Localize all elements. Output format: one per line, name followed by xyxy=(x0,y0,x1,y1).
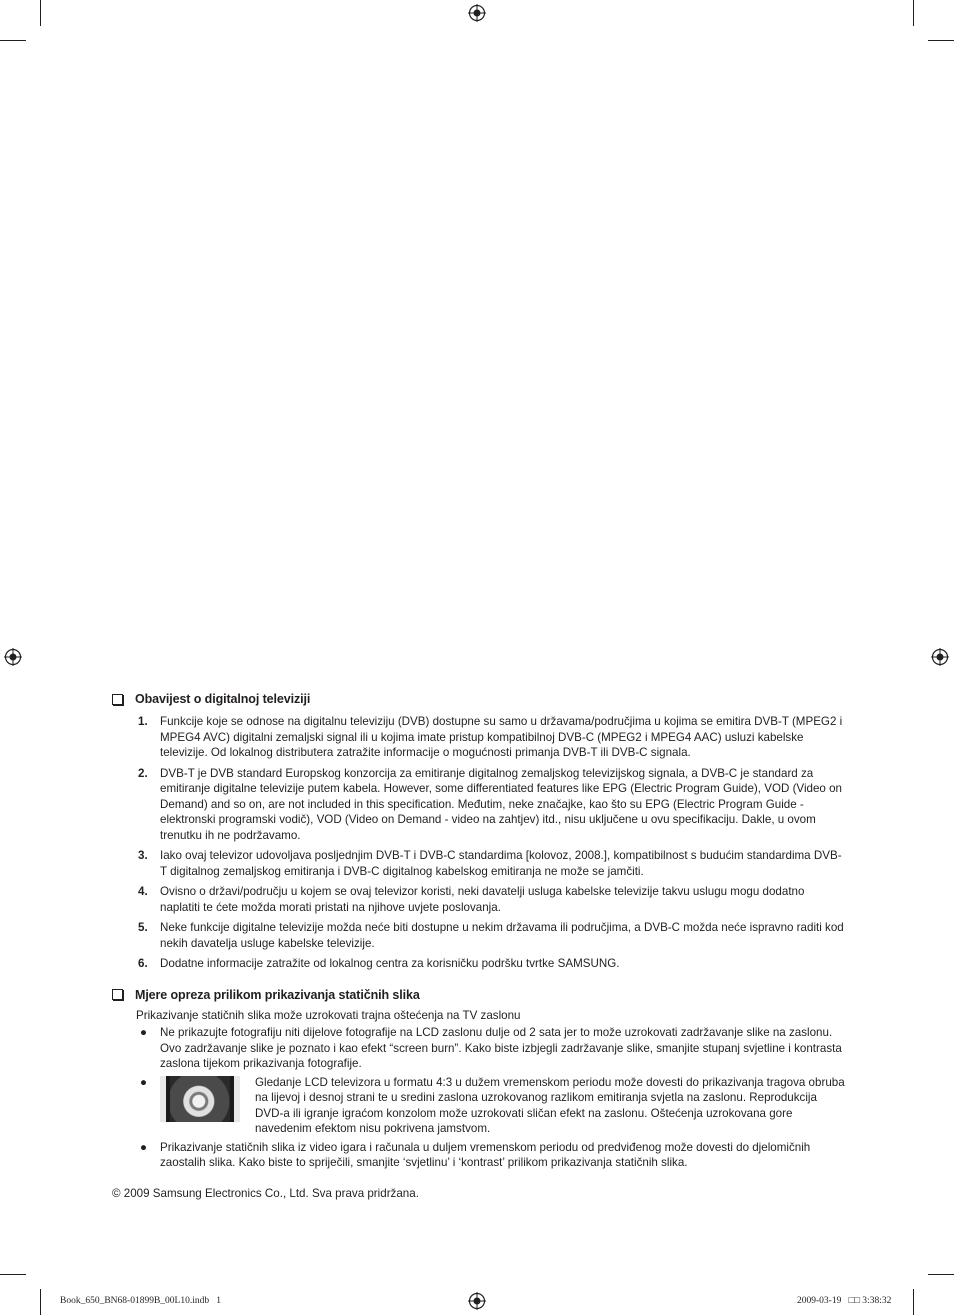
registration-mark-icon xyxy=(931,648,949,666)
item-number: 1. xyxy=(138,715,148,728)
footer-timestamp: 2009-03-19 □□ 3:38:32 xyxy=(797,1296,892,1306)
main-content xyxy=(112,692,846,1174)
item-text: Neke funkcije digitalne televizije možda neće biti dostupne u nekim državama ili područjima, a DVB-C možda neće ispravno raditi kod nekih davatelja usluge kabelske televizije. xyxy=(160,921,844,950)
registration-mark-icon xyxy=(4,648,22,666)
item-text: Dodatne informacije zatražite od lokalnog centra za korisničku podršku tvrtke SAMSUNG. xyxy=(160,957,620,970)
bullet-icon: ● xyxy=(140,1075,148,1089)
bullet-icon: ● xyxy=(140,1026,148,1039)
item-text: DVB-T je DVB standard Europskog konzorcija za emitiranje digitalnog zemaljskog televizijskog signala, a DVB-C je standard za emitiranje digitalne televizije putem kabela. However, some differentiated features like EPG (Electric Program Guide), VOD (Video on Demand) and so on, are not included in this specification. Međutim, neke značajke, kao što su EPG (Electric Program Guide - elektronski programski vodič), VOD (Video on Demand - video na zahtjev) itd., nisu uključene u ovu specifikaciju. Dakle, u ovom trenutku ih ne podržavamo. xyxy=(160,766,842,842)
list-item xyxy=(112,848,846,879)
section-static-images xyxy=(112,988,846,1171)
image-row xyxy=(160,1075,846,1137)
item-number: 6. xyxy=(138,957,148,970)
list-item xyxy=(112,884,846,915)
crop-mark xyxy=(928,40,954,41)
list-item xyxy=(112,1025,846,1072)
crop-mark xyxy=(913,0,914,26)
section-title-text: Obavijest o digitalnoj televiziji xyxy=(135,692,311,706)
section-intro: Prikazivanje statičnih slika može uzrokovati trajna oštećenja na TV zaslonu xyxy=(136,1008,521,1022)
copyright-notice: © 2009 Samsung Electronics Co., Ltd. Sva prava pridržana. xyxy=(112,1187,419,1200)
item-text: Funkcije koje se odnose na digitalnu televiziju (DVB) dostupne su samo u državama/područjima u kojima se emitira DVB-T (MPEG2 i MPEG4 AVC) digitalni zemaljski signal ili u kojima imate pristup kompatibilnoj DVB-C (MPEG2 i MPEG4 AAC) usluzi kabelske televizije. Od lokalnog distributera zatražite informacije o mogućnosti primanja DVB-T ili DVB-C signala. xyxy=(160,715,843,759)
item-number: 4. xyxy=(138,885,148,898)
item-text: Iako ovaj televizor udovoljava posljednjim DVB-T i DVB-C standardima [kolovoz, 2008.], kompatibilnost s budućim standardima DVB-T digitalnog zemaljskog emitiranja i DVB-C digitalnog kabelskog emitiranja ne može se jamčiti. xyxy=(160,849,842,878)
list-item xyxy=(112,956,846,972)
registration-mark-icon xyxy=(468,1292,486,1310)
checkbox-icon xyxy=(112,694,123,705)
bullet-list xyxy=(112,1025,846,1171)
crop-mark xyxy=(40,1289,41,1315)
footer-file-name: Book_650_BN68-01899B_00L10.indb 1 xyxy=(60,1296,221,1306)
list-item xyxy=(112,1075,846,1137)
item-text: Ovisno o državi/području u kojem se ovaj televizor koristi, neki davatelji usluga kabelske televizije takvu uslugu mogu dodatno naplatiti te ćete možda morati pristati na njihove uvjete poslovanja. xyxy=(160,885,805,914)
list-item xyxy=(112,1140,846,1171)
item-number: 5. xyxy=(138,921,148,934)
item-number: 2. xyxy=(138,766,148,780)
crop-mark xyxy=(913,1289,914,1315)
checkbox-icon xyxy=(112,989,123,1000)
numbered-list xyxy=(112,714,846,972)
list-item xyxy=(112,714,846,761)
item-number: 3. xyxy=(138,849,148,862)
crop-mark xyxy=(40,0,41,26)
item-text: Prikazivanje statičnih slika iz video igara i računala u duljem vremenskom periodu od predviđenog može dovesti do djelomičnih zaostalih slika. Kako biste to spriječili, smanjite ‘svjetlinu’ i ‘kontrast’ prilikom prikazivanja statičnih slika. xyxy=(160,1140,811,1169)
bullet-icon: ● xyxy=(140,1140,148,1154)
crop-mark xyxy=(928,1274,954,1275)
item-text: Ne prikazujte fotografiju niti dijelove fotografije na LCD zaslonu dulje od 2 sata jer to može uzrokovati zadržavanje slike na zaslonu. Ovo zadržavanje slike je poznato i kao efekt “screen burn”. Kako biste izbjegli zadržavanje slike, smanjite stupanj svjetline i kontrasta zaslona tijekom prikazivanja fotografije. xyxy=(160,1026,842,1070)
list-item xyxy=(112,920,846,951)
list-item xyxy=(112,766,846,844)
crop-mark xyxy=(0,1274,26,1275)
tv-screen-image xyxy=(160,1076,240,1122)
registration-mark-icon xyxy=(468,4,486,22)
section-title-digital-tv xyxy=(112,692,846,706)
section-title-static-images xyxy=(112,988,846,1002)
crop-mark xyxy=(0,40,26,41)
item-text: Gledanje LCD televizora u formatu 4:3 u dužem vremenskom periodu može dovesti do prikazivanja tragova obruba na lijevoj i desnoj strani te u sredini zaslona uzrokovanog razlikom emitiranja svjetla na zaslonu. Reprodukcija DVD-a ili igranje igraćom konzolom može uzrokovati sličan efekt na zaslonu. Oštećenja uzrokovana gore navedenim efektom nisu pokrivena jamstvom. xyxy=(255,1075,845,1135)
section-title-text: Mjere opreza prilikom prikazivanja statičnih slika xyxy=(135,987,420,1002)
